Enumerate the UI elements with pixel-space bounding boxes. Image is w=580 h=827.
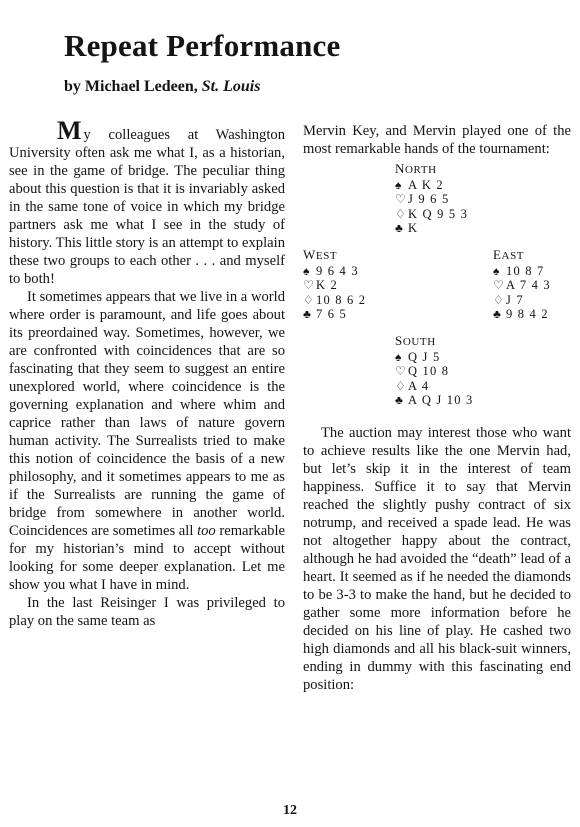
- seat-label-north: NORTH: [395, 161, 437, 176]
- paragraph-2-emphasis: too: [197, 523, 216, 539]
- west-hearts-cards: K 2: [316, 278, 339, 292]
- diamond-icon: ♢: [493, 292, 504, 307]
- byline: [64, 78, 260, 96]
- east-hearts: [493, 278, 551, 293]
- heart-icon: ♡: [395, 364, 406, 378]
- hand-south: [395, 334, 473, 408]
- east-diamonds: [493, 293, 551, 308]
- west-diamonds: [303, 293, 366, 308]
- byline-city: St. Louis: [201, 78, 261, 95]
- east-clubs: [493, 307, 551, 322]
- heart-icon: ♡: [493, 278, 504, 292]
- north-clubs-cards: K: [408, 221, 419, 235]
- paragraph-3: In the last Reisinger I was privileged to play on the same team as: [9, 595, 285, 629]
- north-diamonds-cards: K Q 9 5 3: [408, 206, 469, 221]
- spade-icon: ♠: [395, 349, 402, 364]
- drop-cap: M: [57, 116, 82, 145]
- east-clubs-cards: 9 8 4 2: [506, 307, 549, 321]
- hand-north: [395, 162, 468, 236]
- diamond-icon: ♢: [395, 378, 406, 393]
- heart-icon: ♡: [303, 278, 314, 292]
- east-spades: [493, 264, 551, 279]
- south-spades: [395, 350, 473, 365]
- north-diamonds: [395, 207, 468, 222]
- hand-west: [303, 248, 366, 322]
- opening-paragraph: [9, 116, 285, 288]
- bridge-diagram: [303, 162, 571, 416]
- heart-icon: ♡: [395, 192, 406, 206]
- south-clubs-cards: A Q J 10 3: [408, 393, 474, 407]
- south-spades-cards: Q J 5: [408, 349, 441, 364]
- south-hearts-cards: Q 10 8: [408, 364, 450, 378]
- left-column: [9, 116, 285, 630]
- seat-label-west: WEST: [303, 247, 338, 262]
- north-hearts: [395, 192, 468, 207]
- west-spades: [303, 264, 366, 279]
- continued-paragraph: Mervin Key, and Mervin played one of the most remarkable hands of the tournament:: [303, 123, 571, 157]
- spade-icon: ♠: [493, 263, 500, 278]
- south-diamonds: [395, 379, 473, 394]
- club-icon: ♣: [395, 221, 403, 235]
- club-icon: ♣: [493, 307, 501, 321]
- east-hearts-cards: A 7 4 3: [506, 278, 551, 292]
- paragraph-1-text: y colleagues at Washington University often ask me what I, as a historian, see in the game of bridge. The peculiar thing about this question is that it is invariably asked in the same tone of voice in which my bridge partners ask me what I see in the study of history. This little story is an attempt to explain these two groups to each other . . . and myself to both!: [9, 127, 285, 287]
- south-clubs: [395, 393, 473, 408]
- south-hearts: [395, 364, 473, 379]
- paragraph-2-text-a: It sometimes appears that we live in a world where order is paramount, and life goes about its preordained way. Sometimes, however, we are confronted with coincidences that are so fascinating that they seem to suggest an entire unexplored world, where coincidence is the governing explanation and where whim and caprice rather than laws of nature govern human activity. The Surrealists tried to make this notion of coincidence the basis of a new philosophy, and it sometimes appears to me as if the Surrealists are running the game of bridge from somewhere in another world. Coincidences are sometimes all: [9, 289, 285, 539]
- north-spades: [395, 178, 468, 193]
- diamond-icon: ♢: [395, 206, 406, 221]
- club-icon: ♣: [395, 393, 403, 407]
- diamond-icon: ♢: [303, 292, 314, 307]
- east-diamonds-cards: J 7: [506, 292, 524, 307]
- article-title: Repeat Performance: [64, 28, 341, 63]
- north-clubs: [395, 221, 468, 236]
- north-spades-cards: A K 2: [408, 177, 444, 192]
- club-icon: ♣: [303, 307, 311, 321]
- west-clubs-cards: 7 6 5: [316, 307, 347, 321]
- south-diamonds-cards: A 4: [408, 378, 430, 393]
- right-column: [303, 122, 571, 694]
- auction-paragraph: The auction may interest those who want to achieve results like the one Mervin had, but let’s skip it in the interest of team happiness. Suffice it to say that Mervin reached the slightly pushy contract of six notrump, and received a spade lead. He was not altogether happy about the contract, although he had avoided the “death” lead of a heart. It seemed as if he needed the diamonds to be 3-3 to make the hand, but he decided to gather some more information before he decided on his line of play. He cashed two high diamonds and all his black-suit winners, ending in dummy with this fascinating end position:: [303, 425, 571, 693]
- spade-icon: ♠: [395, 177, 402, 192]
- paragraph-2: [9, 288, 285, 594]
- hand-east: [493, 248, 551, 322]
- north-hearts-cards: J 9 6 5: [408, 192, 450, 206]
- paragraph-2-text-b: remarkable for my historian’s mind to accept without looking for some deeper explanation. Let me show you what I have in mind.: [9, 523, 285, 593]
- west-spades-cards: 9 6 4 3: [316, 263, 359, 278]
- west-diamonds-cards: 10 8 6 2: [316, 292, 367, 307]
- spade-icon: ♠: [303, 263, 310, 278]
- west-clubs: [303, 307, 366, 322]
- west-hearts: [303, 278, 366, 293]
- seat-label-east: EAST: [493, 247, 525, 262]
- page-number: 12: [283, 803, 297, 818]
- seat-label-south: SOUTH: [395, 333, 436, 348]
- east-spades-cards: 10 8 7: [506, 263, 545, 278]
- byline-author: by Michael Ledeen,: [64, 78, 198, 95]
